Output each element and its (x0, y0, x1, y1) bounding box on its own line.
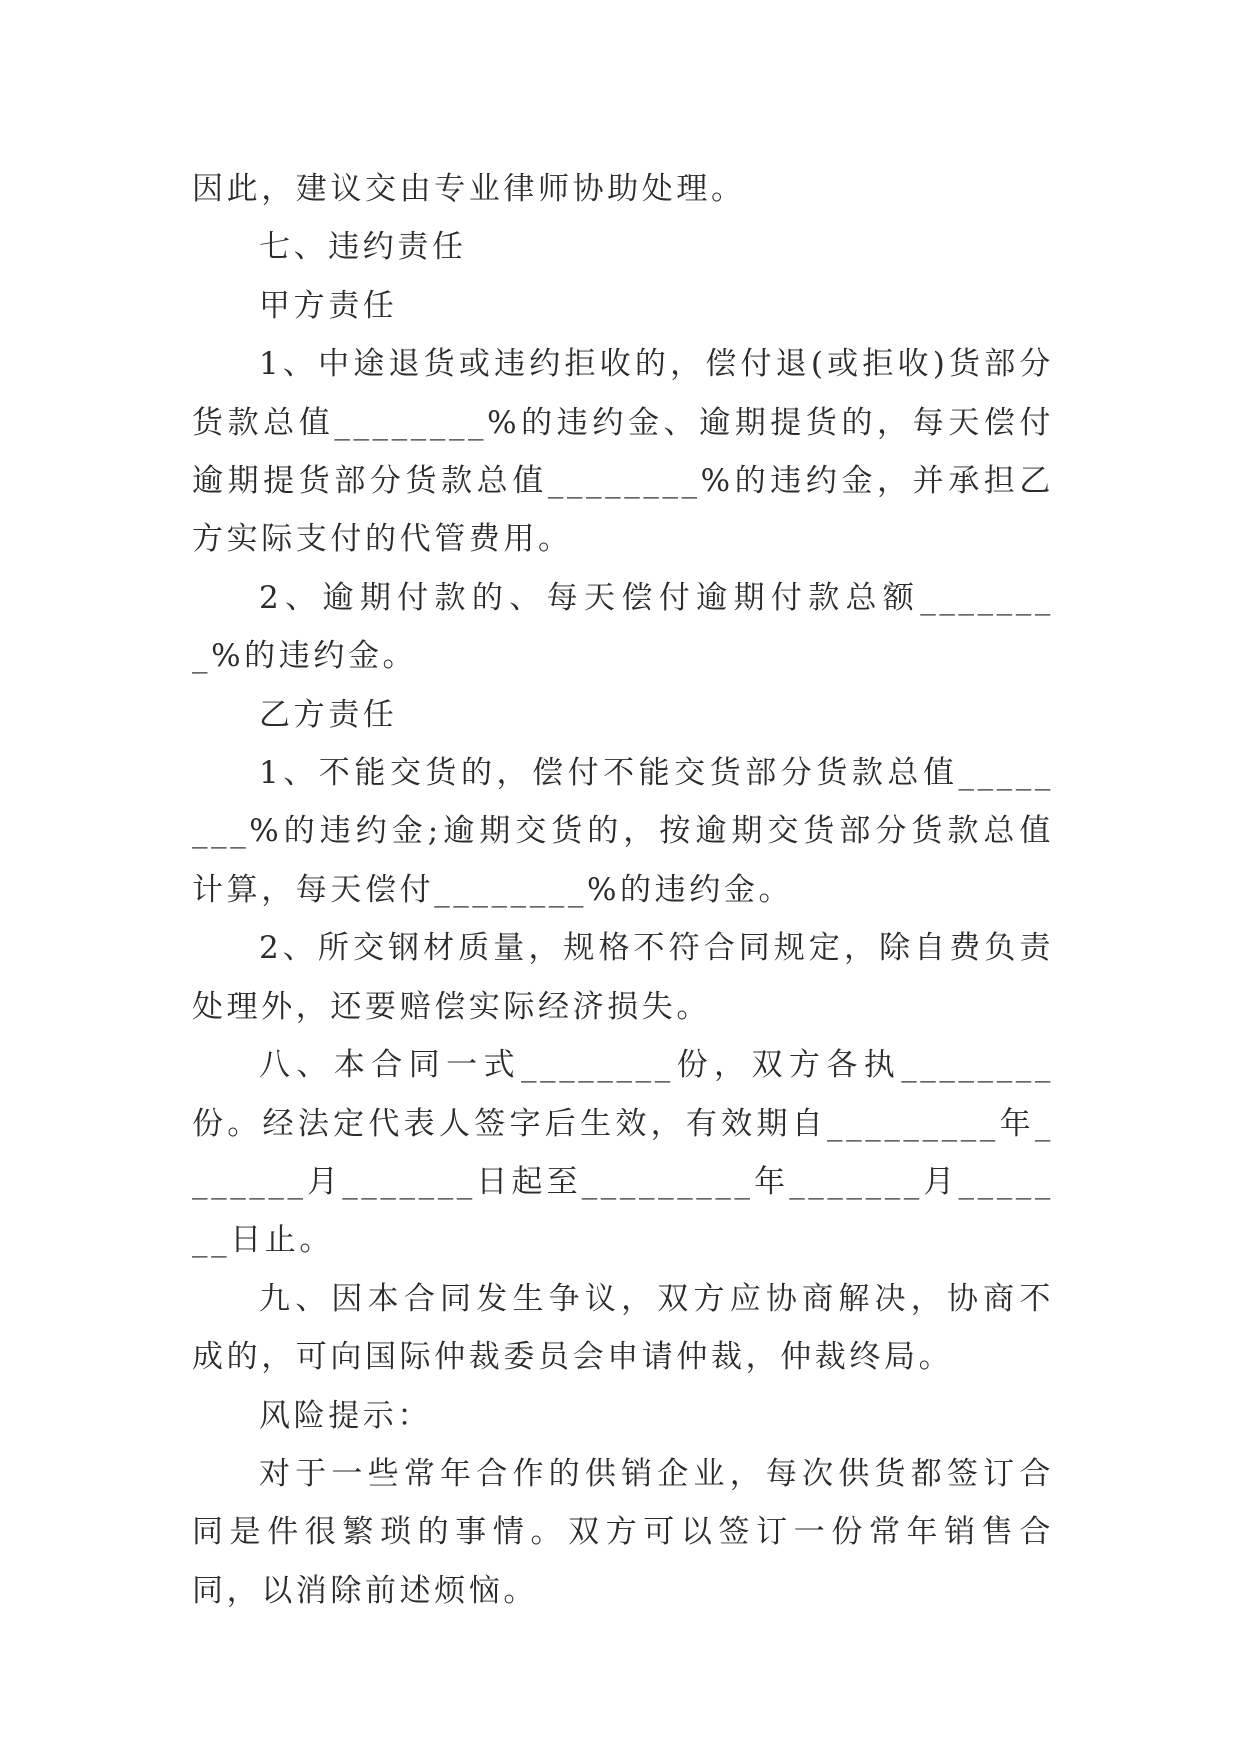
clause-copies-validity: 八、本合同一式________份，双方各执________份。经法定代表人签字后生效，有效期自_________年_______月_______日起至_________年_______月_______日止。 (192, 1047, 1054, 1259)
clause-party-b-2: 2、所交钢材质量，规格不符合同规定，除自费负责处理外，还要赔偿实际经济损失。 (192, 930, 1054, 1025)
clause-dispute-resolution: 九、因本合同发生争议，双方应协商解决，协商不成的，可向国际仲裁委员会申请仲裁，仲裁终局。 (192, 1280, 1054, 1376)
clause-party-a-2: 2、逾期付款的、每天偿付逾期付款总额________%的违约金。 (192, 579, 1054, 675)
document-body (192, 160, 1054, 1620)
paragraph-lawyer-advice: 因此，建议交由专业律师协助处理。 (192, 171, 746, 207)
clause-party-b-1: 1、不能交货的，偿付不能交货部分货款总值________%的违约金;逾期交货的，按逾期交货部分货款总值计算，每天偿付________%的违约金。 (192, 755, 1054, 908)
clause-party-a-1: 1、中途退货或违约拒收的，偿付退(或拒收)货部分货款总值________%的违约金、逾期提货的，每天偿付逾期提货部分货款总值________%的违约金，并承担乙方实际支付的代管费用。 (192, 346, 1054, 558)
paragraph-risk-notice: 对于一些常年合作的供销企业，每次供货都签订合同是件很繁琐的事情。双方可以签订一份常年销售合同，以消除前述烦恼。 (192, 1455, 1054, 1609)
heading-party-b-liability: 乙方责任 (259, 696, 398, 733)
heading-breach-liability: 七、违约责任 (259, 229, 467, 266)
heading-risk-notice: 风险提示： (259, 1397, 432, 1434)
heading-party-a-liability: 甲方责任 (259, 287, 398, 324)
